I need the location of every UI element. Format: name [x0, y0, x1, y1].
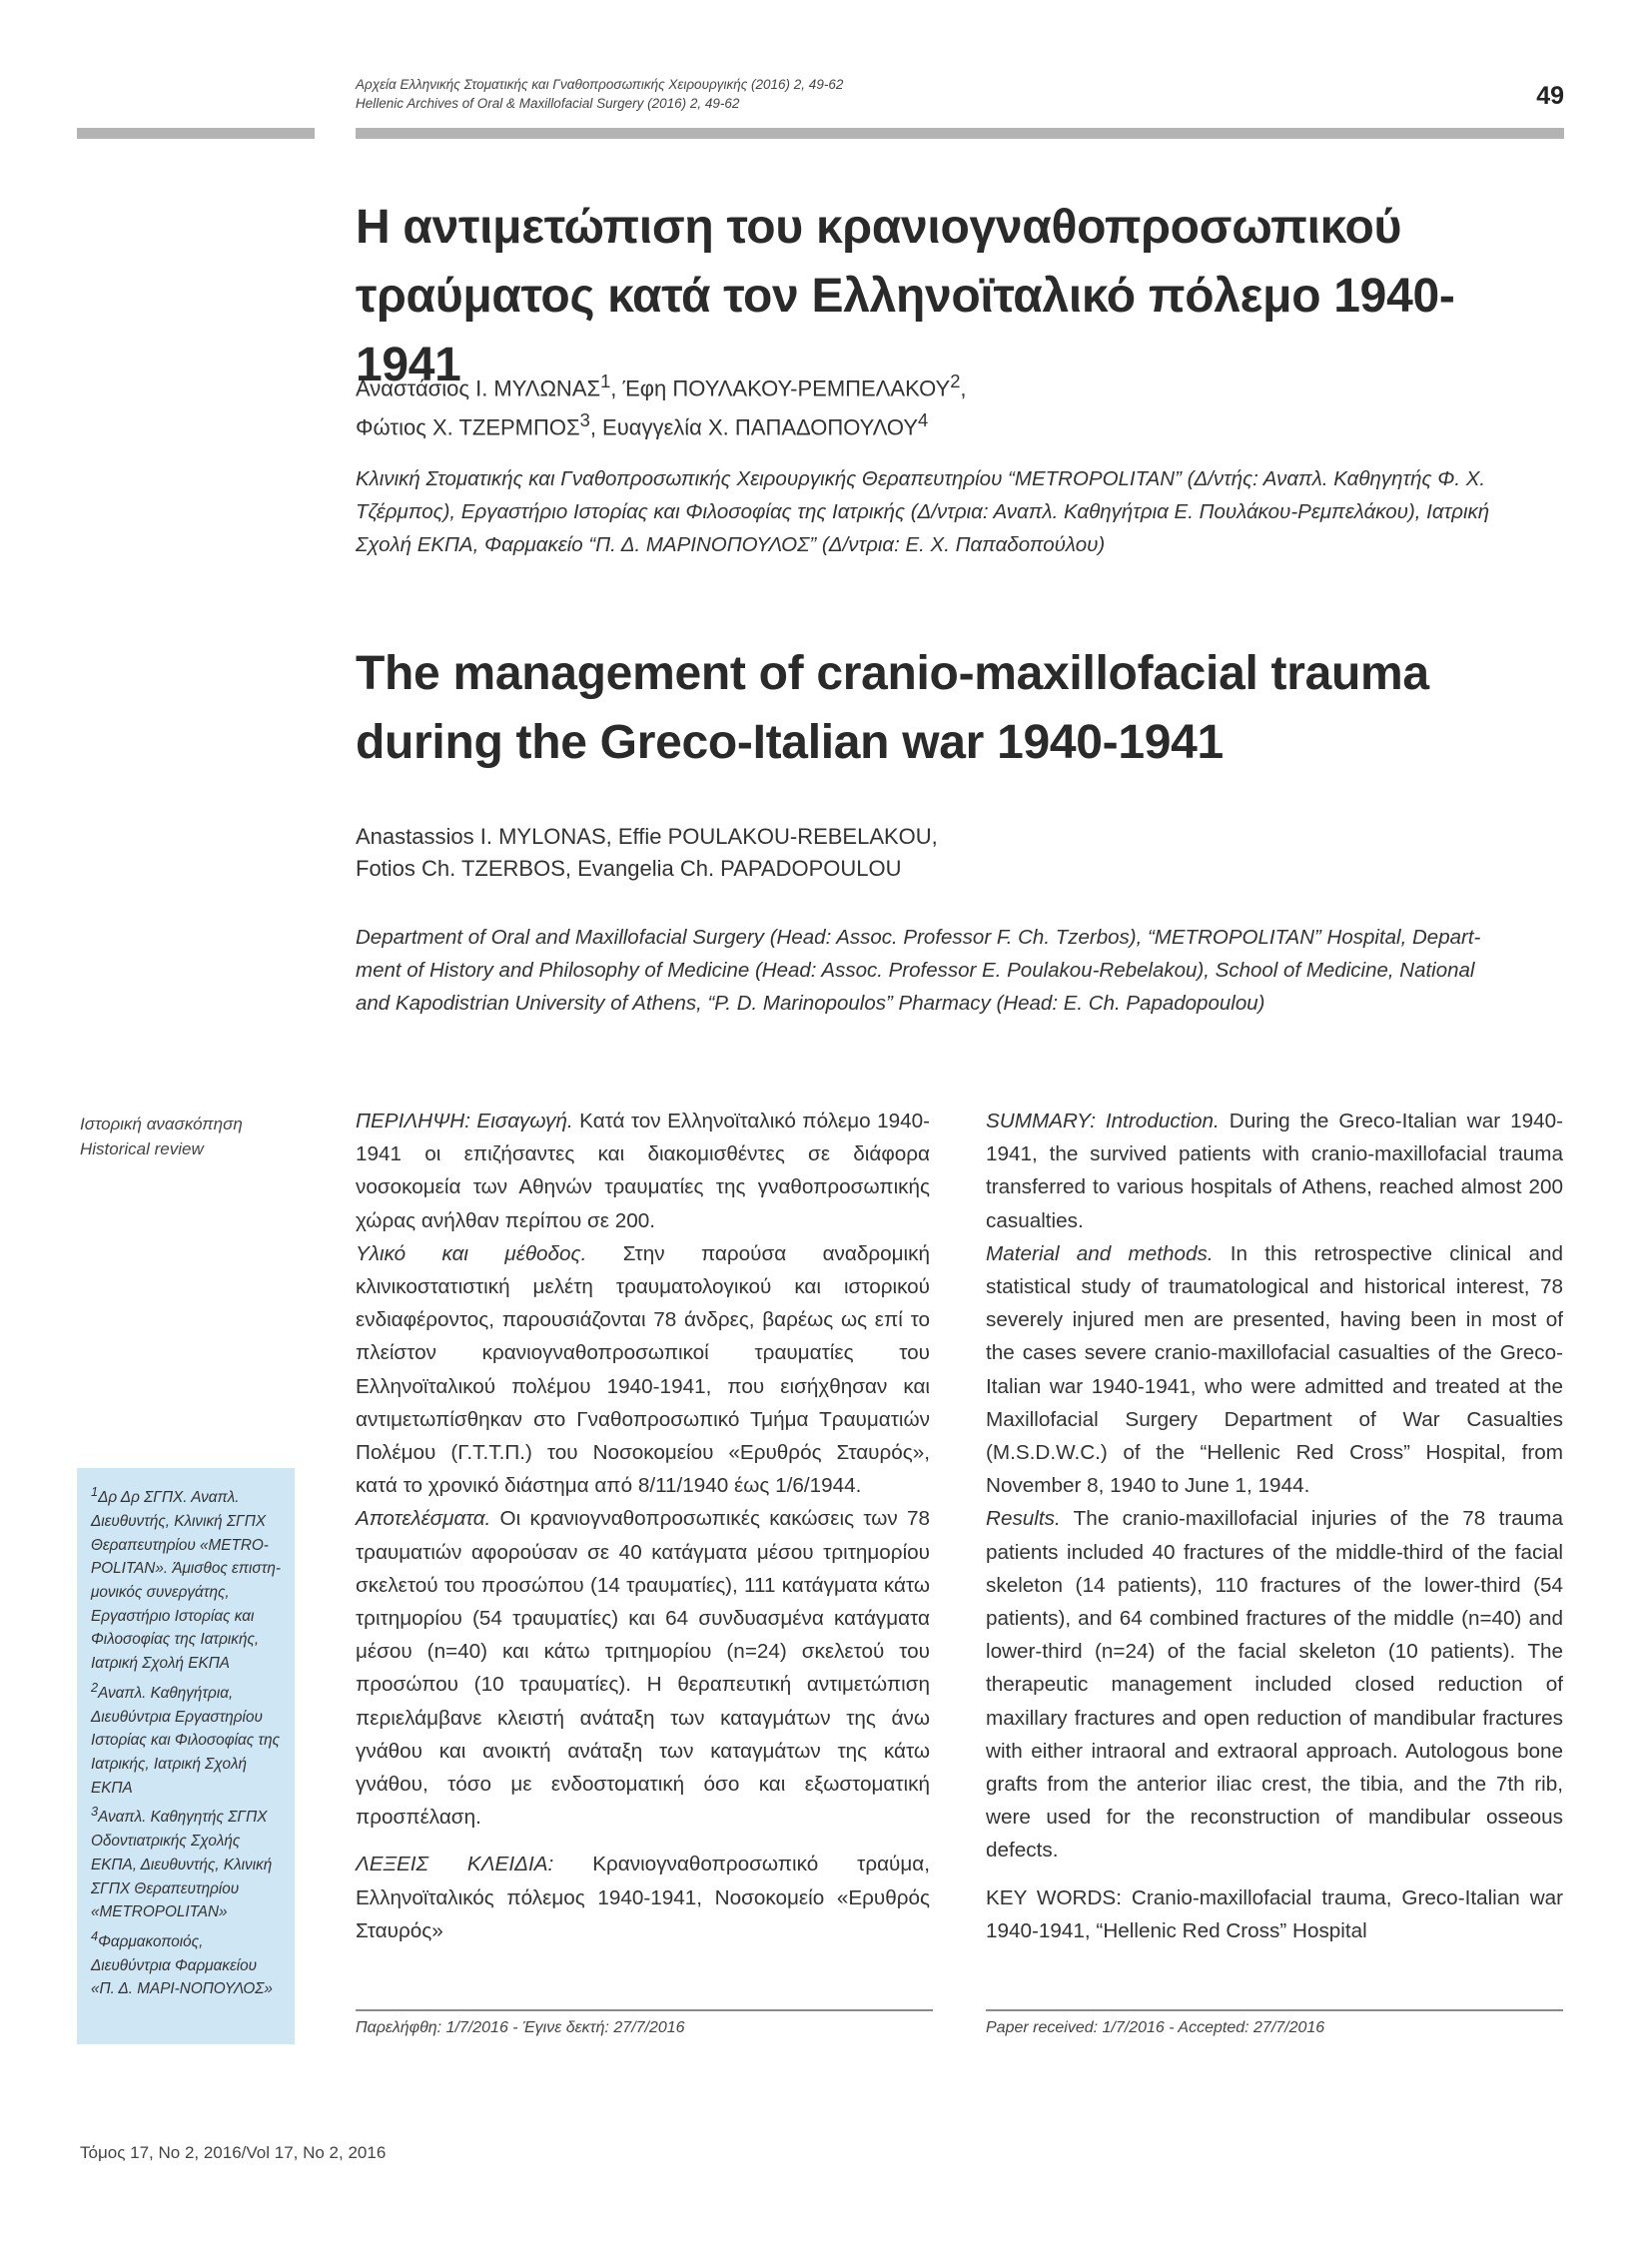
authors-greek: Αναστάσιος Ι. ΜΥΛΩΝΑΣ$^1$, Έφη ΠΟΥΛΑΚΟΥ-ΡΕΜΠΕΛΑΚΟΥ$^2$, Φώτιος Χ. ΤΖΕΡΜΠΟΣ$^3$, Ευαγγελία Χ. ΠΑΠΑΔΟΠΟΥΛΟΥ$^4$ — [356, 371, 967, 440]
page-number: 49 — [1536, 82, 1564, 110]
journal-citation-gr: Αρχεία Ελληνικής Στοματικής και Γναθοπροσωπικής Χειρουργικής (2016) 2, 49-62 — [356, 77, 844, 92]
section-text: Κατά τον Ελληνοϊταλικό πόλεμο 1940-1941 οι επιζήσαντες και διακομισθέντες σε διάφορα νοσοκομεία των Αθηνών τραυματίες της γναθοπροσωπικής χώρας ανήλθαν περίπου σε 200. — [356, 1110, 931, 1232]
affiliation-line: Κλινική Στοματικής και Γναθοπροσωπικής Χειρουργικής Θεραπευτηρίου “METROPOLITAN” (Δ/ντής: Αναπλ. Καθηγητής Φ. Χ. — [356, 467, 1486, 490]
authors-english — [356, 821, 1554, 885]
header-rule-left — [77, 128, 315, 139]
section-text: The cranio-maxillofacial injuries of the 78 trauma patients included 40 fractures of the middle-third of the facial skeleton (14 patients), 110 fractures of the lower-third (54 patients), and 64 combined fractures of the middle (n=40) and lower-third (n=24) of the facial skeleton (10 patients). The therapeutic management included closed reduction of maxillary fractures and open reduction of mandibular fractures with either intraoral and extraoral approach. Autologous bone grafts from the anterior iliac crest, the tibia, and the 7th rib, were used for the reconstruction of mandibular osseous defects. — [986, 1507, 1564, 1863]
abstract-label: ΠΕΡΙΛΗΨΗ: — [356, 1110, 470, 1132]
keywords-label: KEY WORDS: — [986, 1885, 1122, 1909]
section-heading: Results. — [986, 1507, 1061, 1531]
author-footnote-ref: 1 — [600, 371, 611, 391]
title-line: during the Greco-Italian war 1940-1941 — [356, 716, 1224, 769]
section-heading: Material and methods. — [986, 1241, 1214, 1265]
article-type-english: Historical review — [80, 1139, 204, 1158]
keywords-label: ΛΕΞΕΙΣ ΚΛΕΙΔΙΑ: — [356, 1853, 554, 1876]
abstract-results — [356, 1502, 930, 1834]
affiliation-line: ment of History and Philosophy of Medicine (Head: Assoc. Professor E. Poulakou-Rebelakou), School of Medicine, National — [356, 959, 1475, 982]
title-line: Η αντιμετώπιση του κρανιογναθοπροσωπικού — [356, 201, 1402, 254]
authors-line: Fotios Ch. TZERBOS, Evangelia Ch. PAPADOPOULOU — [356, 856, 902, 881]
affiliation-line: and Kapodistrian University of Athens, “P. D. Marinopoulos” Pharmacy (Head: E. Ch. Papadopoulou) — [356, 992, 1265, 1015]
author-name: Ευαγγελία Χ. ΠΑΠΑΔΟΠΟΥΛΟΥ — [602, 414, 919, 440]
author-name: Έφη ΠΟΥΛΑΚΟΥ-ΡΕΜΠΕΛΑΚΟΥ — [622, 375, 951, 401]
affiliation-english — [356, 921, 1564, 1020]
abstract-intro — [986, 1105, 1563, 1237]
received-date-english: Paper received: 1/7/2016 - Accepted: 27/7/2016 — [986, 2019, 1325, 2036]
author-note: $^1$Δρ Δρ ΣΓΠΧ. Αναπλ. Διευθυντής, Κλινική ΣΓΠΧ Θεραπευτηρίου «METRO-POLITAN». Άμισθος επιστη-μονικός συνεργάτης, Εργαστήριο Ιστορίας και Φιλοσοφίας της Ιατρικής, Ιατρική Σχολή ΕΚΠΑ — [91, 1484, 281, 1673]
abstract-methods — [356, 1237, 930, 1503]
abstract-english — [986, 1105, 1563, 1947]
author-name: Φώτιος Χ. ΤΖΕΡΜΠΟΣ — [356, 414, 580, 440]
section-text: In this retrospective clinical and statistical study of traumatological and historical interest, 78 severely injured men are presented, having been in most of the cases severe cranio-maxillofacial casualties of the Greco-Italian war 1940-1941, who were admitted and treated at the Maxillofacial Surgery Department of War Casualties (M.S.D.W.C.) of the “Hellenic Red Cross” Hospital, from November 8, 1940 to June 1, 1944. — [986, 1241, 1564, 1498]
keywords-text: Cranio-maxillofacial trauma, Greco-Italian war 1940-1941, “Hellenic Red Cross” Hospital — [986, 1885, 1564, 1942]
affiliation-line: Τζέρμπος), Εργαστήριο Ιστορίας και Φιλοσοφίας της Ιατρικής (Δ/ντρια: Αναπλ. Καθηγήτρια Ε. Πουλάκου-Ρεμπελάκου), Ιατρική — [356, 500, 1490, 523]
abstract-greek — [356, 1105, 930, 1947]
author-footnote-ref: 4 — [918, 409, 929, 431]
author-notes-box — [77, 1468, 295, 2044]
abstract-intro — [356, 1105, 930, 1237]
author-footnote-ref: 3 — [579, 409, 590, 431]
keywords-text: Κρανιογναθοπροσωπικό τραύμα, Ελληνοϊταλικός πόλεμος 1940-1941, Νοσοκομείο «Ερυθρός Σταυρός» — [356, 1853, 930, 1942]
received-rule-english — [986, 2009, 1563, 2011]
section-heading: Εισαγωγή. — [476, 1110, 573, 1132]
abstract-label: SUMMARY: — [986, 1110, 1096, 1132]
received-rule-greek — [356, 2009, 933, 2011]
section-heading: Introduction. — [1105, 1110, 1220, 1132]
author-note: $^3$Αναπλ. Καθηγητής ΣΓΠΧ Οδοντιατρικής Σχολής ΕΚΠΑ, Διευθυντής, Κλινική ΣΓΠΧ Θεραπευτηρίου «METROPOLITAN» — [91, 1804, 273, 1921]
abstract-results — [986, 1502, 1563, 1867]
article-type-label — [80, 1112, 243, 1161]
article-title-english — [356, 639, 1554, 777]
title-line: The management of cranio-maxillofacial trauma — [356, 647, 1429, 700]
section-text: Οι κρανιογναθοπροσωπικές κακώσεις των 78 τραυματιών αφορούσαν σε 40 κατάγματα μέσου τριτημορίου σκελετού του προσώπου (14 τραυματίες), 111 κατάγματα κάτω τριτημορίου (54 τραυματίες) και 64 συνδυασμένα κατάγματα μέσου (n=40) και κάτω τριτημορίου (n=24) σκελετού του προσώπου (10 τραυματίες). Η θεραπευτική αντιμετώπιση περιελάμβανε κλειστή ανάταξη των καταγμάτων της άνω γνάθου και ανοικτή ανάταξη των καταγμάτων της κάτω γνάθου, τόσο με ενδοστοματική όσο και εξωστοματική προσπέλαση. — [356, 1507, 930, 1830]
affiliation-greek — [356, 462, 1564, 561]
author-footnote-ref: 2 — [950, 371, 961, 391]
author-note: $^4$Φαρμακοποιός, Διευθύντρια Φαρμακείου «Π. Δ. ΜΑΡΙ-ΝΟΠΟΥΛΟΣ» — [91, 1927, 273, 1998]
affiliation-line: Σχολή ΕΚΠΑ, Φαρμακείο “Π. Δ. ΜΑΡΙΝΟΠΟΥΛΟΣ” (Δ/ντρια: Ε. Χ. Παπαδοπούλου) — [356, 533, 1106, 556]
title-line: τραύματος κατά τον Ελληνοϊταλικό πόλεμο 1940-1941 — [356, 270, 1455, 391]
article-type-greek: Ιστορική ανασκόπηση — [80, 1115, 243, 1133]
section-heading: Υλικό και μέθοδος. — [356, 1241, 587, 1265]
header-rule-right — [356, 128, 1564, 139]
received-date-greek: Παρελήφθη: 1/7/2016 - Έγινε δεκτή: 27/7/2016 — [356, 2019, 685, 2036]
section-text: During the Greco-Italian war 1940-1941, the survived patients with cranio-maxillofacial trauma transferred to various hospitals of Athens, reached almost 200 casualties. — [986, 1110, 1563, 1232]
section-text: Στην παρούσα αναδρομική κλινικοστατιστική μελέτη τραυματολογικού και ιστορικού ενδιαφέροντος, παρουσιάζονται 78 άνδρες, βαρέως ως επί το πλείστον κρανιογναθοπροσωπικοί τραυματίες του Ελληνοϊταλικού πολέμου 1940-1941, που εισήχθησαν και αντιμετωπίσθηκαν στο Γναθοπροσωπικό Τμήμα Τραυματιών Πολέμου (Γ.Τ.Τ.Π.) του Νοσοκομείου «Ερυθρός Σταυρός», κατά το χρονικό διάστημα από 8/11/1940 έως 1/6/1944. — [356, 1241, 930, 1498]
abstract-methods — [986, 1237, 1563, 1503]
section-heading: Αποτελέσματα. — [356, 1507, 491, 1531]
affiliation-line: Department of Oral and Maxillofacial Surgery (Head: Assoc. Professor F. Ch. Tzerbos), “METROPOLITAN” Hospital, Depart- — [356, 926, 1481, 949]
journal-citation-en: Hellenic Archives of Oral & Maxillofacial Surgery (2016) 2, 49-62 — [356, 96, 740, 111]
volume-footer: Τόμος 17, Νο 2, 2016/Vol 17, No 2, 2016 — [80, 2143, 387, 2162]
authors-line: Anastassios I. MYLONAS, Effie POULAKOU-REBELAKOU, — [356, 824, 938, 849]
author-note: $^2$Αναπλ. Καθηγήτρια, Διευθύντρια Εργαστηρίου Ιστορίας και Φιλοσοφίας της Ιατρικής, Ιατρική Σχολή ΕΚΠΑ — [91, 1679, 281, 1797]
author-name: Αναστάσιος Ι. ΜΥΛΩΝΑΣ — [356, 375, 601, 401]
keywords — [356, 1848, 930, 1947]
keywords — [986, 1881, 1563, 1947]
